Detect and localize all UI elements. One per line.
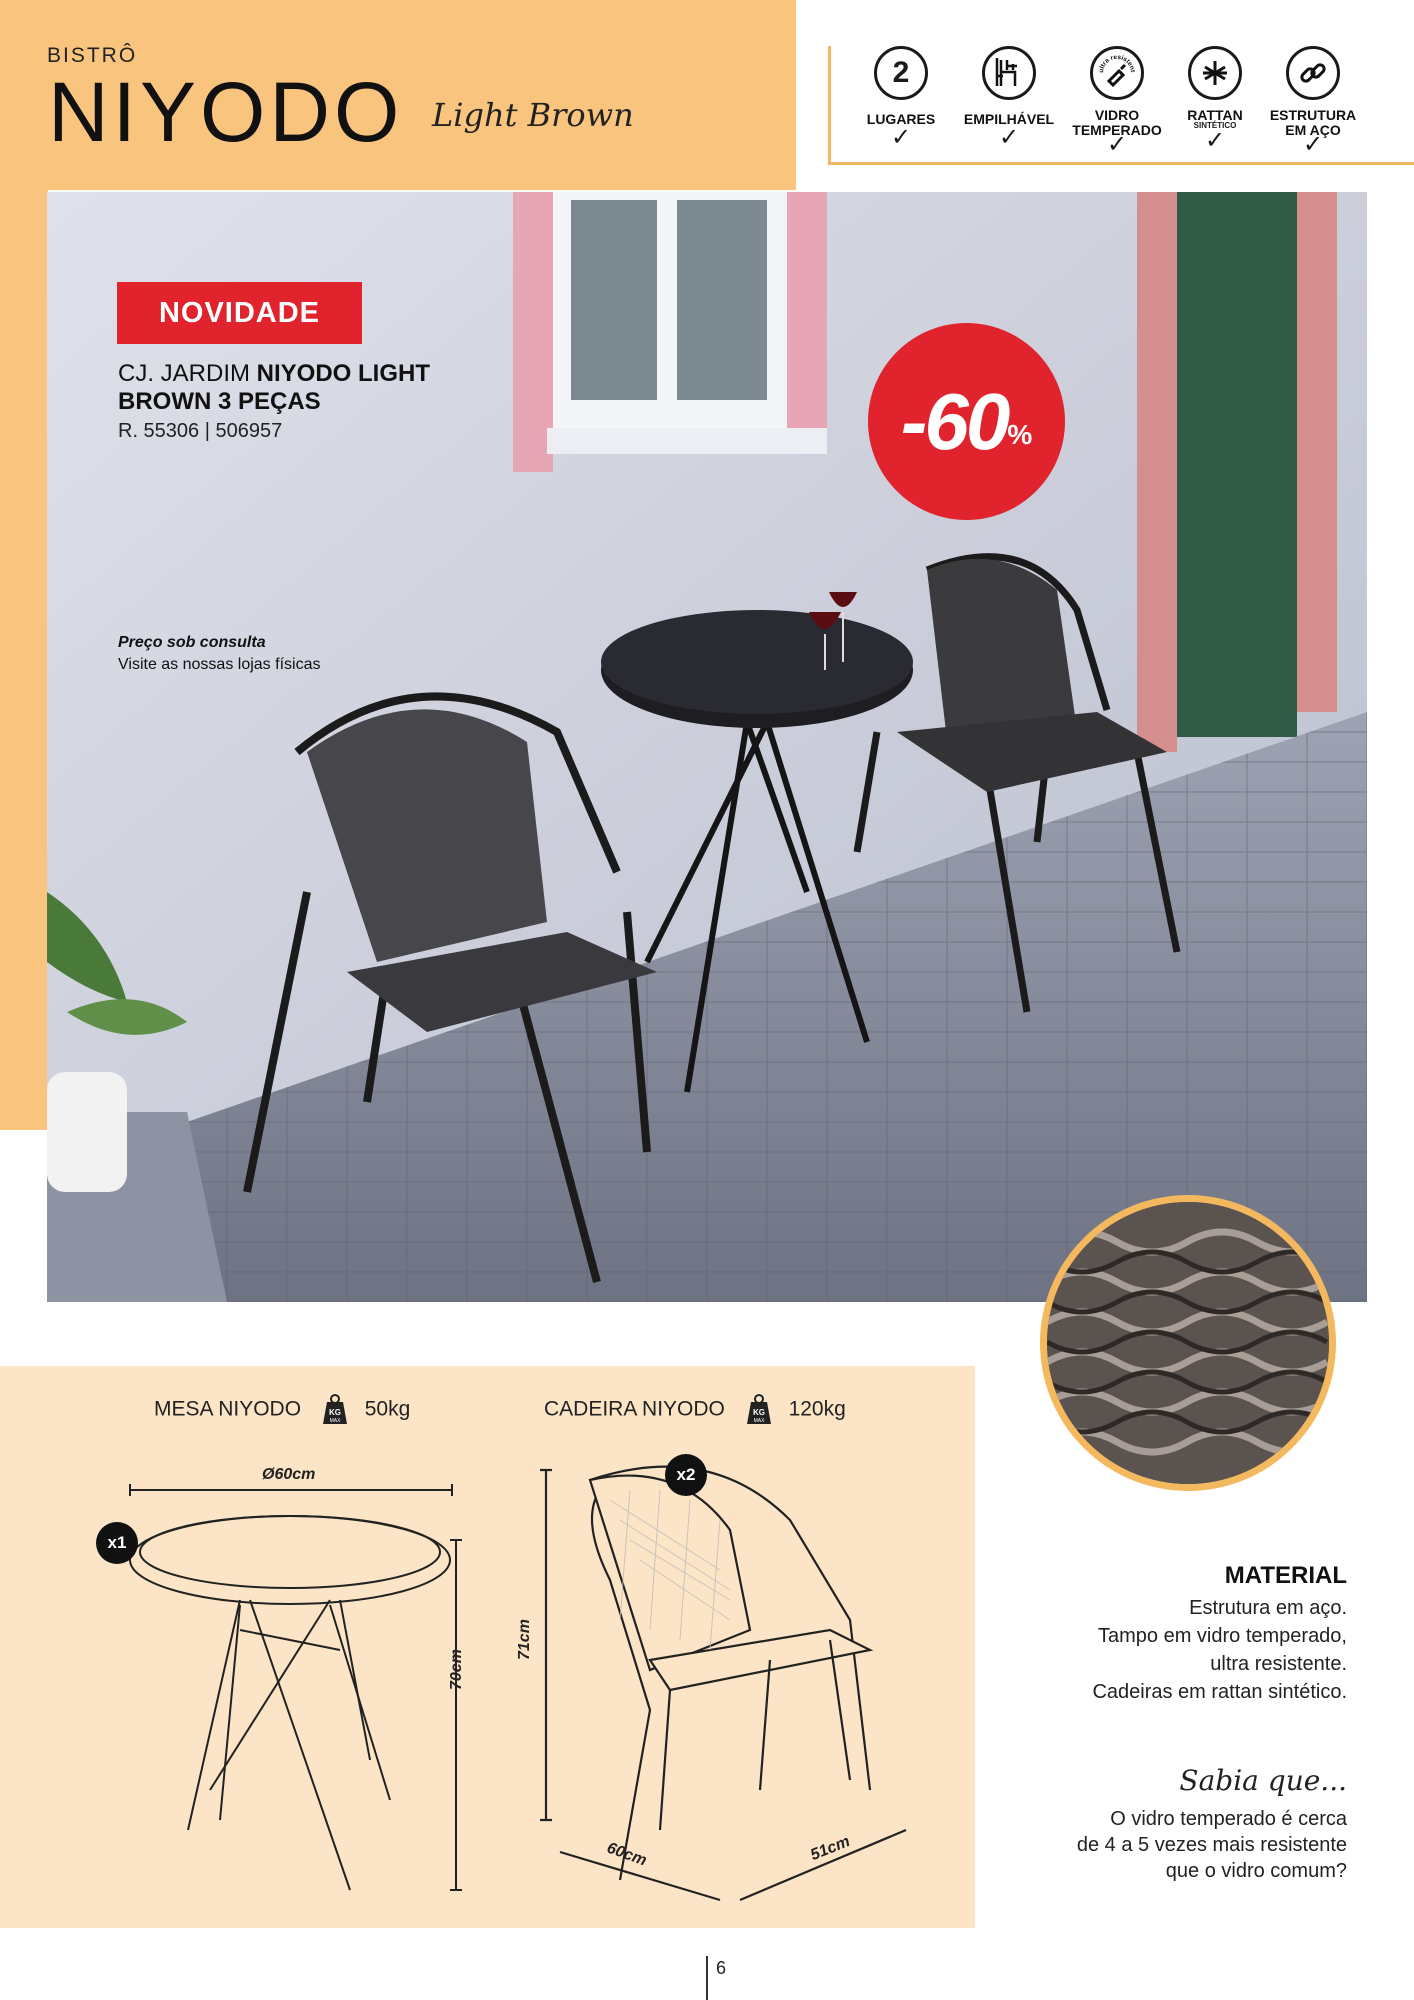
feature-rattan [1165, 46, 1265, 152]
feature-panel [828, 46, 1414, 165]
chair-line-drawing [530, 1460, 930, 1910]
feature-stackable [949, 46, 1069, 149]
table-quantity-badge: x1 [96, 1522, 138, 1564]
feature-label: LUGARES [866, 111, 936, 127]
svg-text:MAX: MAX [329, 1418, 341, 1424]
material-heading: MATERIAL [1224, 1562, 1347, 1589]
product-reference: R. 55306 | 506957 [118, 420, 283, 442]
chair-depth-label: 60cm [604, 1839, 649, 1870]
feature-seats [851, 46, 951, 149]
page-divider [706, 1956, 708, 2000]
discount-badge: -60 % [868, 323, 1065, 520]
category-label: BISTRÔ [47, 44, 138, 67]
price-note: Preço sob consulta Visite as nossas lojas físicas [118, 634, 321, 673]
feature-label: EMPILHÁVEL [963, 111, 1055, 127]
product-title: NIYODO [48, 65, 404, 159]
did-you-know-heading: Sabia que... [1179, 1764, 1347, 1797]
feature-steel [1263, 46, 1363, 156]
feature-label: RATTAN [1187, 107, 1243, 123]
page-number: 6 [716, 1958, 727, 1978]
svg-text:KG: KG [328, 1408, 341, 1417]
stackable-chairs-icon [982, 46, 1036, 100]
chair-quantity-badge: x2 [665, 1454, 707, 1496]
check-icon: ✓ [890, 124, 912, 151]
did-you-know-text: O vidro temperado é cerca de 4 a 5 vezes mais resistente que o vidro comum? [1076, 1808, 1347, 1882]
table-spec-heading: MESA NIYODO KG MAX 50kg [154, 1394, 410, 1426]
product-subtitle: Light Brown [432, 96, 634, 134]
check-icon: ✓ [1302, 131, 1324, 158]
weight-kg-icon [321, 1394, 349, 1426]
chair-width-label: 51cm [808, 1832, 853, 1865]
new-badge: NOVIDADE [117, 282, 362, 344]
svg-text:KG: KG [752, 1408, 765, 1417]
weight-kg-icon [745, 1394, 773, 1426]
check-icon: ✓ [1204, 127, 1226, 154]
check-icon: ✓ [998, 124, 1020, 151]
product-photo [47, 192, 1367, 1302]
feature-sublabel: SINTÉTICO [1193, 121, 1237, 130]
tempered-glass-icon [1090, 46, 1144, 100]
table-diameter-label: Ø60cm [262, 1466, 316, 1483]
material-description: Estrutura em aço. Tampo em vidro temperado, ultra resistente. Cadeiras em rattan sintético. [1092, 1597, 1347, 1703]
feature-label: ESTRUTURA EM AÇO [1269, 107, 1357, 138]
chair-spec-heading: CADEIRA NIYODO KG MAX 120kg [544, 1394, 846, 1426]
steel-chain-icon [1286, 46, 1340, 100]
svg-text:ultra resistente: ultra resistent [1097, 53, 1136, 74]
rattan-icon [1188, 46, 1242, 100]
check-icon: ✓ [1106, 131, 1128, 158]
product-name: CJ. JARDIM NIYODO LIGHT BROWN 3 PEÇAS [118, 360, 431, 415]
table-height-label: 70cm [448, 1649, 465, 1690]
two-seats-icon: 2 [874, 46, 928, 100]
table-line-drawing [90, 1460, 490, 1900]
chair-height-label: 71cm [516, 1619, 533, 1660]
feature-tempered-glass [1067, 46, 1167, 156]
svg-text:MAX: MAX [753, 1418, 765, 1424]
feature-label: VIDRO TEMPERADO [1072, 107, 1162, 138]
accent-strip [0, 190, 48, 1130]
rattan-closeup [1040, 1195, 1336, 1491]
